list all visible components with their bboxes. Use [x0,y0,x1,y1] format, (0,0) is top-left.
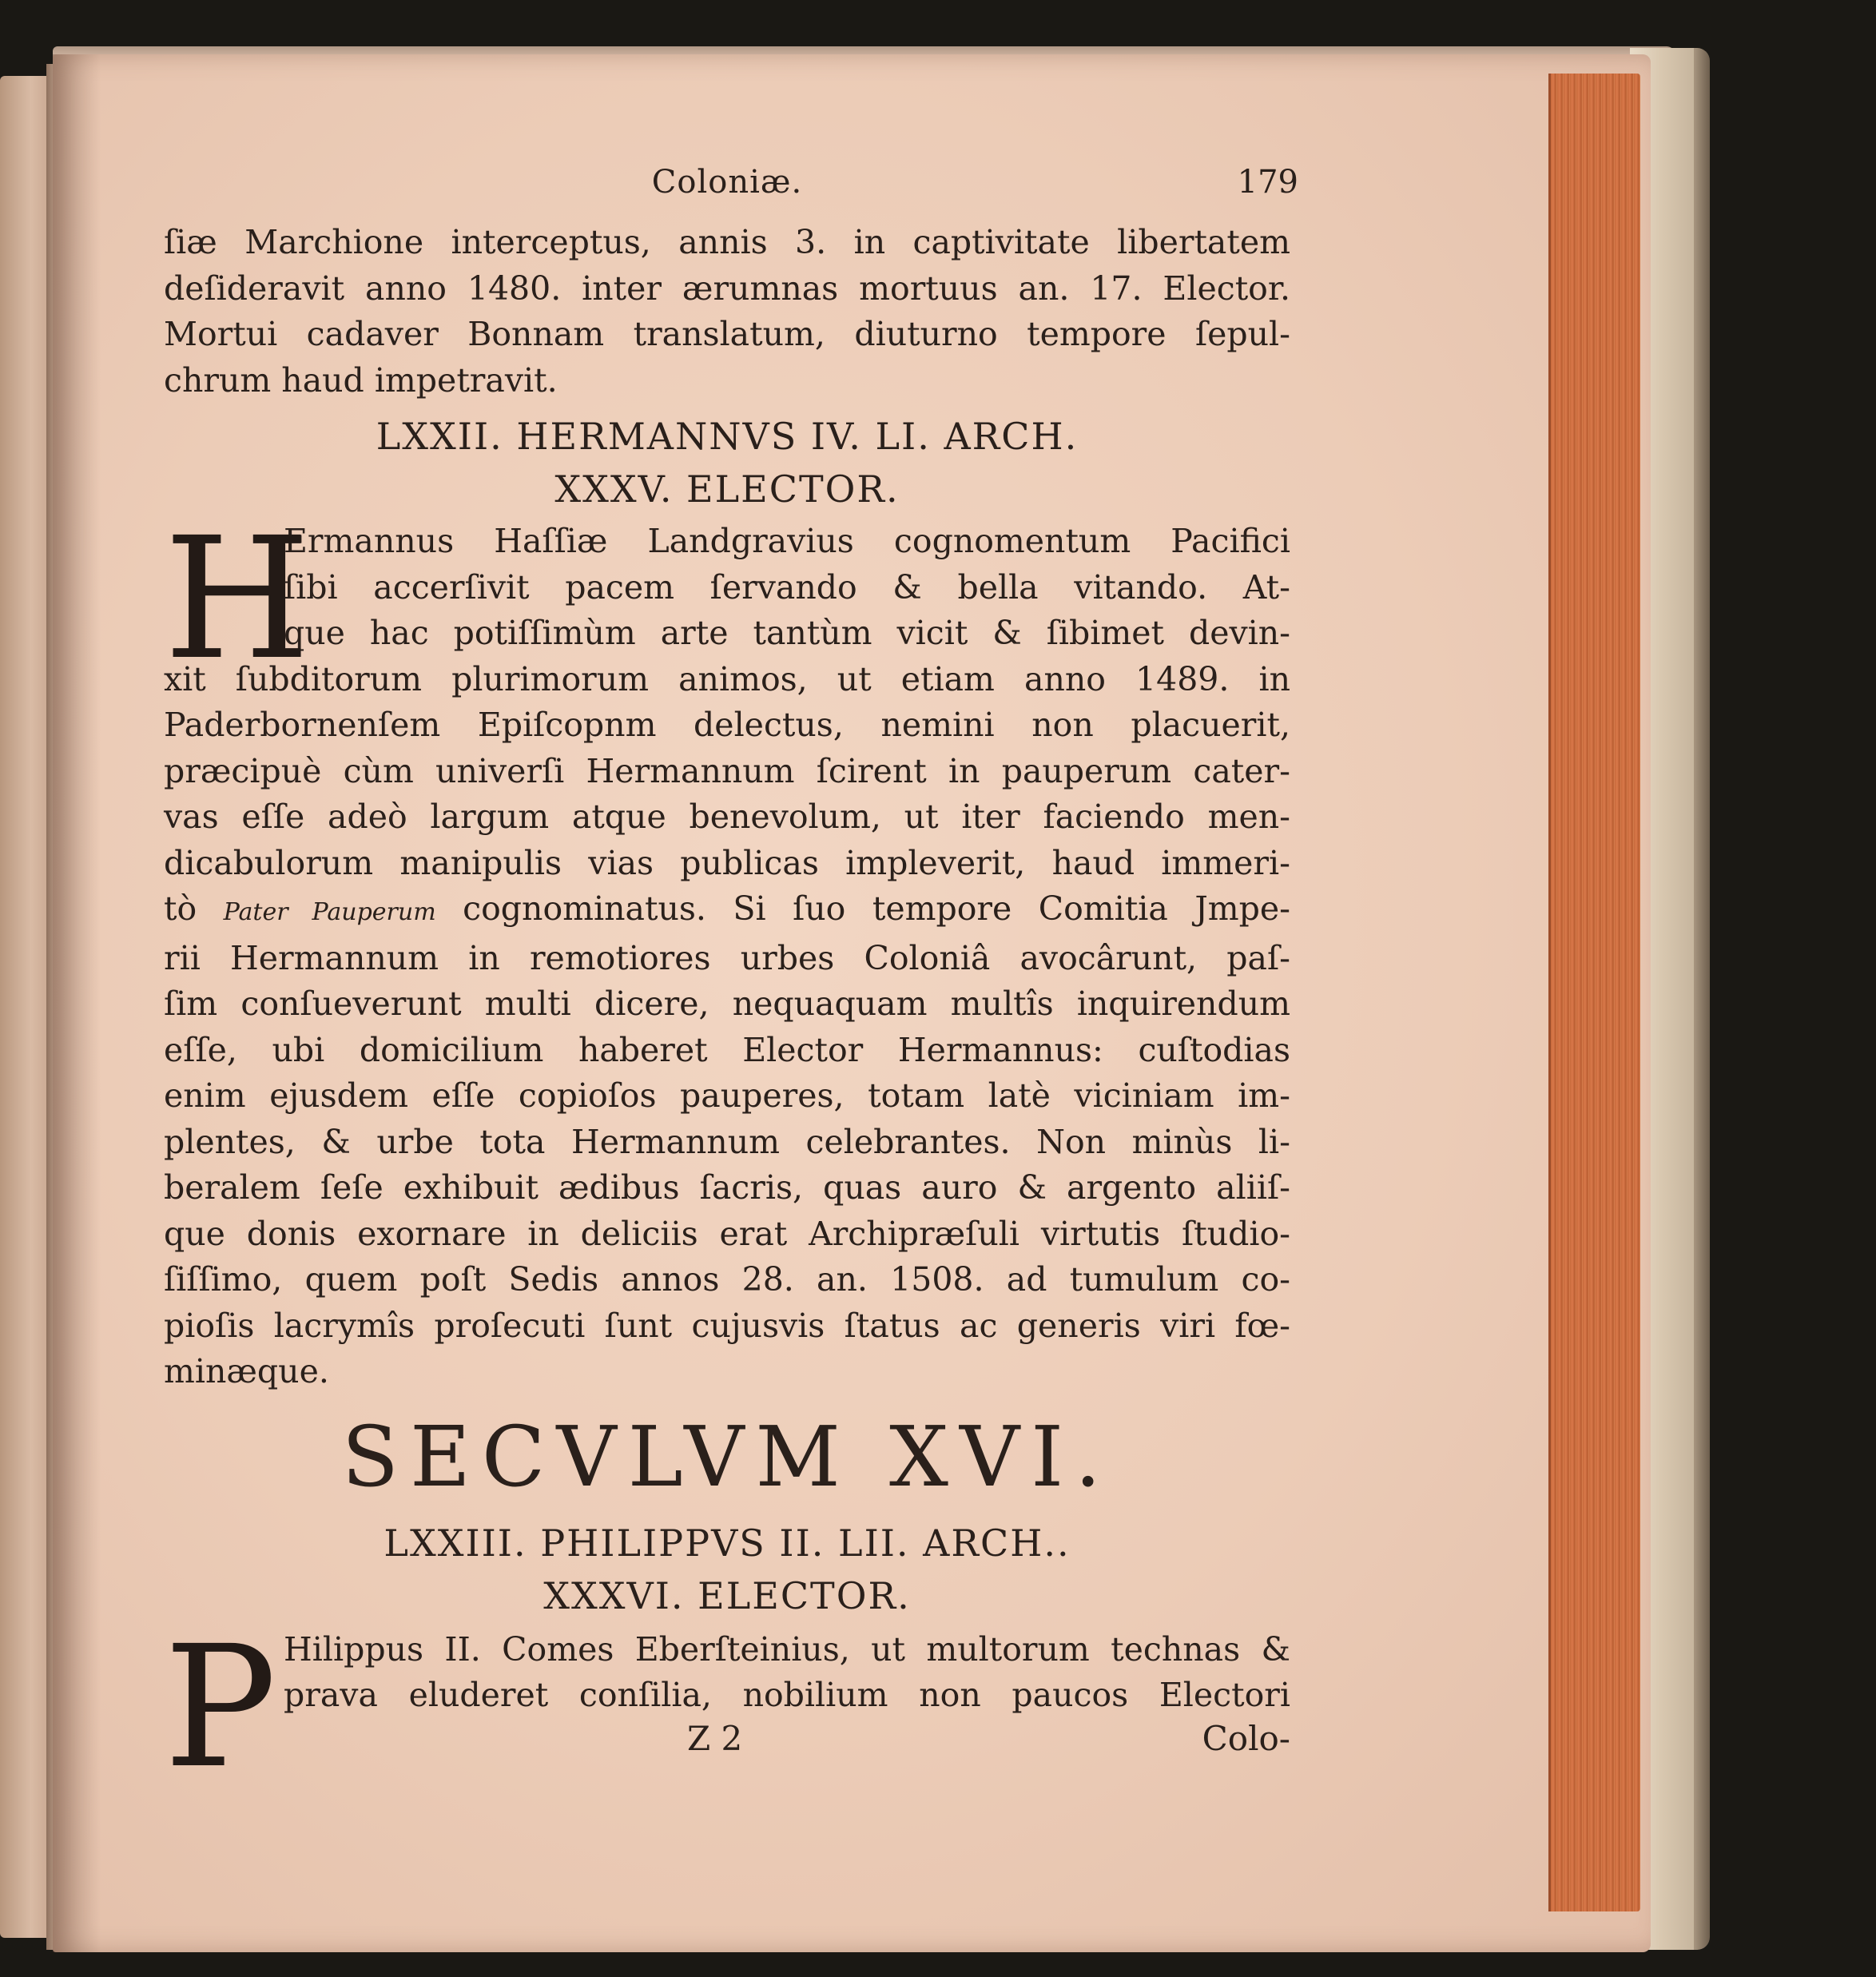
intro-paragraph [164,220,1290,404]
text-line: ſim conſueverunt multi dicere, nequaquam multîs inquirendum [164,985,1290,1023]
text-line: Paderbornenſem Epiſcopnm delectus, nemini non placuerit, [164,706,1290,744]
fore-edge-red [1548,74,1640,1911]
paragraph-hermannus [164,501,1290,1395]
text-line: enim ejusdem eſſe copioſos pauperes, totam latè viciniam im- [164,1076,1290,1115]
text-line: Ermannus Haſſiæ Landgravius cognomentum Pacifici [284,522,1290,560]
text-line: dicabulorum manipulis vias publicas impleverit, haud immeri- [164,843,1290,882]
text-line-pater [164,886,1290,936]
drop-capital: H [164,501,311,697]
text-line: beralem ſeſe exhibuit ædibus ſacris, quas auro & argento aliiſ- [164,1168,1290,1207]
text-line: chrum haud impetravit. [164,360,558,400]
page-footer [164,1719,1290,1767]
running-title: Coloniæ. [651,164,803,201]
text-line: que hac potiſſimùm arte tantùm vicit & ſibimet devin- [284,614,1290,652]
heading-line: LXXIII. PHILIPPVS II. LII. ARCH.. [384,1521,1071,1565]
text-line: præcipuè cùm univerſi Hermannum ſcirent in pauperum cater- [164,751,1290,790]
text-line: minæque. [164,1352,329,1390]
catchword: Colo- [1202,1718,1290,1758]
italic-epithet: Pater Pauperum [223,898,436,926]
page-number: 179 [1237,164,1298,201]
drop-capital: P [164,1609,277,1805]
text-block [164,164,1298,1805]
gutter-shadow [53,54,101,1952]
text-line: Hilippus II. Comes Eberſteinius, ut multorum technas & [284,1629,1290,1669]
text-line: vas eſſe adeò largum atque benevolum, ut iter faciendo men- [164,798,1290,836]
running-head [164,164,1298,220]
text-line: ſiæ Marchione interceptus, annis 3. in captivitate libertatem [164,223,1290,261]
heading-line: LXXII. HERMANNVS IV. LI. ARCH. [376,415,1079,458]
text-fragment: tò [164,889,197,928]
text-line: pioſis lacrymîs proſecuti ſunt cujusvis ſtatus ac generis viri fœ- [164,1306,1290,1345]
text-line: que donis exornare in deliciis erat Archipræſuli virtutis ſtudio- [164,1214,1290,1253]
section-heading-hermannus [164,410,1290,515]
text-line: rii Hermannum in remotiores urbes Coloniâ avocârunt, paſ- [164,938,1290,977]
text-line: prava eluderet conſilia, nobilium non paucos Electori [284,1676,1290,1714]
heading-line: XXXVI. ELECTOR. [543,1573,911,1617]
heading-line: XXXV. ELECTOR. [554,467,900,511]
text-line: ſiſſimo, quem poſt Sedis annos 28. an. 1508. ad tumulum co- [164,1260,1290,1299]
text-line: ſibi accerſivit pacem ſervando & bella vitando. At- [284,567,1290,607]
century-heading: SECVLVM XVI. [341,1407,1113,1506]
signature-mark: Z 2 [687,1718,743,1758]
text-line: deſideravit anno 1480. inter ærumnas mortuus an. 17. Elector. [164,269,1290,308]
text-line: plentes, & urbe tota Hermannum celebrantes. Non minùs li- [164,1122,1290,1161]
text-line: Mortui cadaver Bonnam translatum, diuturno tempore ſepul- [164,315,1290,353]
text-line: xit ſubditorum plurimorum animos, ut etiam anno 1489. in [164,659,1290,698]
text-fragment: cognominatus. Si ſuo tempore Comitia Jmpe- [463,889,1290,928]
cover-edge [1694,48,1710,1950]
paragraph-philippus [164,1609,1290,1805]
section-heading-philippus [164,1517,1290,1622]
text-line: eſſe, ubi domicilium haberet Elector Hermannus: cuſtodias [164,1030,1290,1069]
